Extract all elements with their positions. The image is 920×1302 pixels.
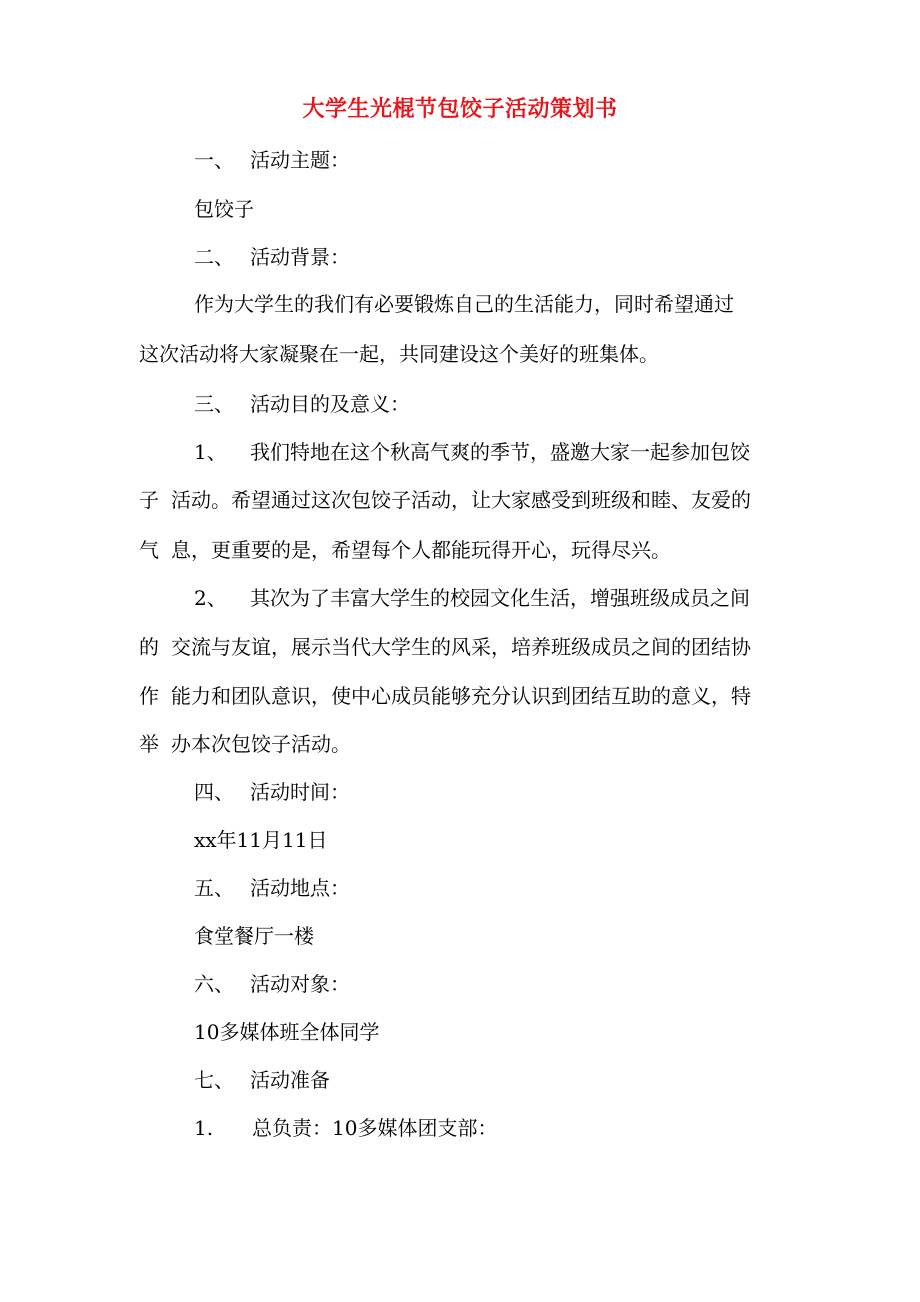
paragraph-line — [139, 486, 751, 514]
section-number: 六、 — [194, 972, 234, 996]
line-lead-char: 的 — [139, 635, 159, 659]
section-content-location: 食堂餐厅一楼 — [194, 924, 314, 948]
list-item-first-line — [194, 1114, 497, 1142]
list-number: 1. — [194, 1116, 214, 1140]
section-label: 活动地点： — [250, 876, 350, 900]
section-heading-theme — [194, 146, 350, 174]
section-content-audience: 10多媒体班全体同学 — [194, 1020, 380, 1044]
section-content-theme: 包饺子 — [194, 197, 254, 221]
line-lead-char: 举 — [139, 732, 159, 756]
line-text: 交流与友谊，展示当代大学生的风采，培养班级成员之间的团结协 — [171, 635, 751, 659]
section-number: 四、 — [194, 780, 234, 804]
section-label: 活动准备 — [250, 1068, 330, 1092]
paragraph-line: 作为大学生的我们有必要锻炼自己的生活能力，同时希望通过 — [194, 292, 734, 316]
section-label: 活动时间： — [250, 780, 350, 804]
paragraph-line: 这次活动将大家凝聚在一起，共同建设这个美好的班集体。 — [139, 342, 659, 366]
list-text: 总负责：10多媒体团支部： — [252, 1116, 498, 1140]
section-heading-background — [194, 243, 350, 271]
line-text: 息，更重要的是，希望每个人都能玩得开心，玩得尽兴。 — [171, 538, 671, 562]
section-heading-location — [194, 874, 350, 902]
paragraph-line — [139, 633, 751, 661]
paragraph-line — [139, 730, 351, 758]
section-content-time: xx年11月11日 — [194, 828, 328, 852]
section-number: 七、 — [194, 1068, 234, 1092]
section-heading-audience — [194, 970, 350, 998]
list-text: 其次为了丰富大学生的校园文化生活，增强班级成员之间 — [250, 586, 750, 610]
line-lead-char: 气 — [139, 538, 159, 562]
section-heading-purpose — [194, 390, 410, 418]
paragraph-line — [139, 536, 671, 564]
section-number: 五、 — [194, 876, 234, 900]
document-title: 大学生光棍节包饺子活动策划书 — [302, 96, 618, 122]
section-label: 活动目的及意义： — [250, 392, 410, 416]
section-heading-time — [194, 778, 350, 806]
line-text: 能力和团队意识，使中心成员能够充分认识到团结互助的意义，特 — [171, 684, 751, 708]
line-text: 办本次包饺子活动。 — [171, 732, 351, 756]
section-label: 活动主题： — [250, 148, 350, 172]
list-item-first-line — [194, 584, 750, 612]
section-heading-preparation — [194, 1066, 330, 1094]
paragraph-line — [139, 682, 751, 710]
section-label: 活动对象： — [250, 972, 350, 996]
line-lead-char: 子 — [139, 488, 159, 512]
list-number: 2、 — [194, 586, 227, 610]
list-text: 我们特地在这个秋高气爽的季节，盛邀大家一起参加包饺 — [250, 440, 750, 464]
list-item-first-line — [194, 438, 750, 466]
line-lead-char: 作 — [139, 684, 159, 708]
list-number: 1、 — [194, 440, 227, 464]
section-number: 三、 — [194, 392, 234, 416]
section-label: 活动背景： — [250, 245, 350, 269]
line-text: 活动。希望通过这次包饺子活动，让大家感受到班级和睦、友爱的 — [171, 488, 751, 512]
section-number: 二、 — [194, 245, 234, 269]
section-number: 一、 — [194, 148, 234, 172]
